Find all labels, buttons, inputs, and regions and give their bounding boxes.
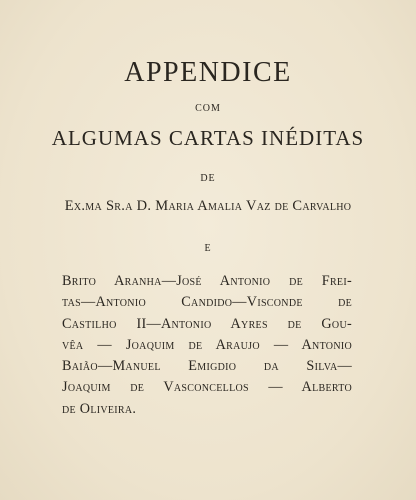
names-line: Castilho II—Antonio Ayres de Gou-: [62, 315, 352, 332]
names-line: Baião—Manuel Emigdio da Silva—: [62, 358, 352, 375]
connector-de: DE: [200, 173, 216, 184]
names-line: Joaquim de Vasconcellos — Alberto: [62, 379, 352, 396]
page-title: APPENDICE: [124, 57, 292, 88]
page-subtitle: ALGUMAS CARTAS INÉDITAS: [51, 126, 365, 150]
dedication-line: Ex.ma Sr.a D. Maria Amalia Vaz de Carvalho: [64, 198, 352, 214]
connector-e: E: [204, 243, 212, 254]
names-line: tas—Antonio Candido—Visconde de: [62, 294, 352, 311]
names-line: de Oliveira.: [62, 400, 137, 417]
names-paragraph: [62, 271, 352, 420]
connector-com: COM: [195, 103, 221, 114]
names-line: Brito Aranha—José Antonio de Frei-: [62, 273, 352, 289]
names-line: vêa — Joaquim de Araujo — Antonio: [62, 336, 352, 353]
